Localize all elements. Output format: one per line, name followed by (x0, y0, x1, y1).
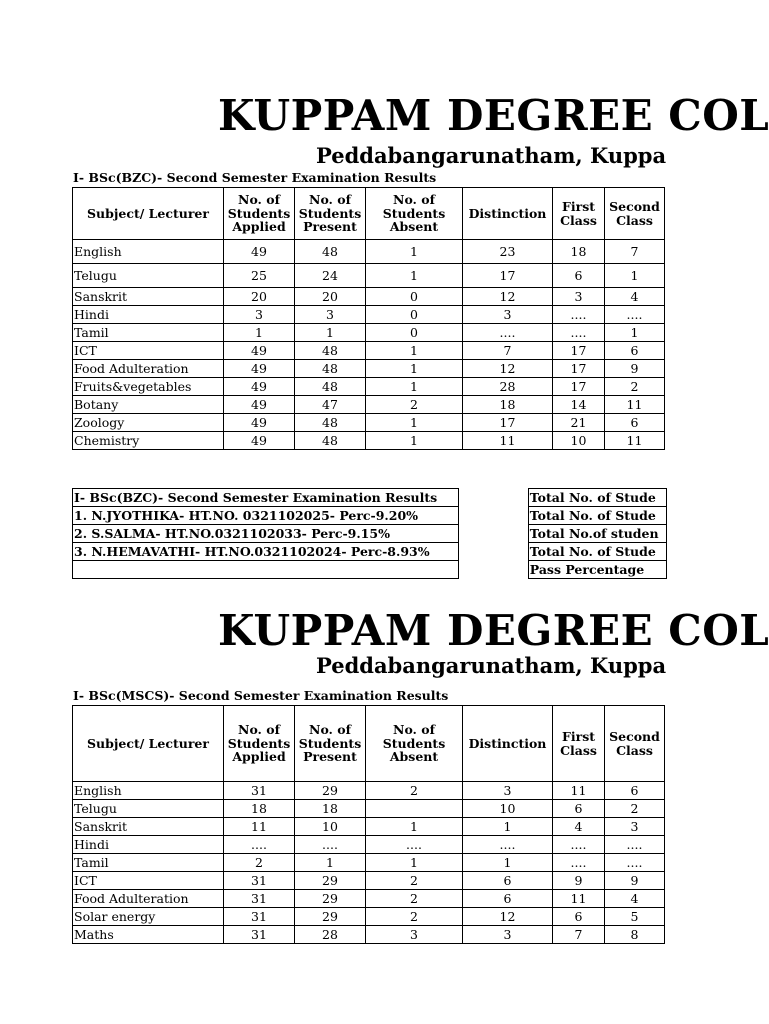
value-cell: 10 (463, 800, 553, 818)
value-cell: 17 (553, 342, 605, 360)
value-cell: .... (553, 836, 605, 854)
value-cell: 18 (295, 800, 366, 818)
subject-cell: Telugu (73, 264, 224, 288)
value-cell: 31 (224, 872, 295, 890)
value-cell: .... (463, 324, 553, 342)
table-row (73, 378, 665, 396)
summary-label: Total No.of studen (528, 525, 666, 543)
value-cell: 11 (553, 782, 605, 800)
value-cell: .... (366, 836, 463, 854)
value-cell: 3 (224, 306, 295, 324)
value-cell: .... (553, 324, 605, 342)
value-cell: 29 (295, 908, 366, 926)
value-cell: 6 (553, 264, 605, 288)
value-cell: 48 (295, 342, 366, 360)
table-row (73, 782, 665, 800)
subject-cell: Telugu (73, 800, 224, 818)
table-row (73, 240, 665, 264)
value-cell: 14 (553, 396, 605, 414)
value-cell: 48 (295, 378, 366, 396)
value-cell: 2 (366, 782, 463, 800)
value-cell: 8 (605, 926, 665, 944)
value-cell: 48 (295, 240, 366, 264)
subject-cell: Botany (73, 396, 224, 414)
value-cell: 49 (224, 432, 295, 450)
value-cell: 49 (224, 414, 295, 432)
value-cell: 2 (605, 378, 665, 396)
value-cell: 23 (463, 240, 553, 264)
value-cell (366, 800, 463, 818)
value-cell: 9 (605, 872, 665, 890)
table-row (73, 872, 665, 890)
value-cell: 20 (224, 288, 295, 306)
table-row (73, 890, 665, 908)
value-cell: 18 (463, 396, 553, 414)
value-cell: 17 (553, 378, 605, 396)
section-heading: I- BSc(BZC)- Second Semester Examination Results (73, 170, 437, 185)
present-header: No. of Students Present (295, 706, 366, 782)
value-cell: 2 (605, 800, 665, 818)
subject-cell: Zoology (73, 414, 224, 432)
college-title: KUPPAM DEGREE COL (218, 606, 769, 655)
value-cell: 6 (553, 800, 605, 818)
value-cell: 6 (605, 414, 665, 432)
subject-cell: ICT (73, 872, 224, 890)
value-cell: 11 (553, 890, 605, 908)
value-cell: 11 (463, 432, 553, 450)
value-cell: 5 (605, 908, 665, 926)
value-cell: 21 (553, 414, 605, 432)
value-cell: 10 (295, 818, 366, 836)
value-cell: 17 (463, 264, 553, 288)
table-row (73, 854, 665, 872)
subject-header: Subject/ Lecturer (73, 706, 224, 782)
applied-header: No. of Students Applied (224, 188, 295, 240)
topper-entry (73, 561, 459, 579)
value-cell: .... (224, 836, 295, 854)
value-cell: 1 (366, 432, 463, 450)
value-cell: 1 (224, 324, 295, 342)
value-cell: 4 (553, 818, 605, 836)
value-cell: 6 (463, 890, 553, 908)
value-cell: 4 (605, 288, 665, 306)
value-cell: 3 (366, 926, 463, 944)
value-cell: 3 (463, 782, 553, 800)
value-cell: 29 (295, 872, 366, 890)
table-row (73, 324, 665, 342)
value-cell: 49 (224, 360, 295, 378)
subject-cell: Tamil (73, 324, 224, 342)
value-cell: .... (605, 854, 665, 872)
value-cell: 3 (605, 818, 665, 836)
value-cell: 1 (366, 414, 463, 432)
value-cell: 25 (224, 264, 295, 288)
subject-cell: Solar energy (73, 908, 224, 926)
subject-cell: English (73, 240, 224, 264)
table-row (73, 342, 665, 360)
subject-cell: Fruits&vegetables (73, 378, 224, 396)
value-cell: 2 (366, 908, 463, 926)
value-cell: 48 (295, 360, 366, 378)
value-cell: 1 (605, 264, 665, 288)
value-cell: 10 (553, 432, 605, 450)
value-cell: 29 (295, 782, 366, 800)
present-header: No. of Students Present (295, 188, 366, 240)
value-cell: 7 (463, 342, 553, 360)
value-cell: 3 (463, 306, 553, 324)
summary-label: Total No. of Stude (528, 543, 666, 561)
value-cell: 47 (295, 396, 366, 414)
table-row (73, 396, 665, 414)
applied-header: No. of Students Applied (224, 706, 295, 782)
value-cell: 17 (553, 360, 605, 378)
value-cell: .... (553, 854, 605, 872)
value-cell: 2 (366, 396, 463, 414)
value-cell: 1 (605, 324, 665, 342)
value-cell: 1 (366, 264, 463, 288)
toppers-table (72, 488, 667, 579)
value-cell: 49 (224, 240, 295, 264)
toppers-heading: I- BSc(BZC)- Second Semester Examination Results (73, 489, 459, 507)
subject-header: Subject/ Lecturer (73, 188, 224, 240)
college-subtitle: Peddabangarunatham, Kuppa (316, 143, 667, 168)
value-cell: 48 (295, 432, 366, 450)
value-cell: 28 (295, 926, 366, 944)
value-cell: 48 (295, 414, 366, 432)
section-heading: I- BSc(MSCS)- Second Semester Examination Results (73, 688, 449, 703)
table-row (73, 836, 665, 854)
value-cell: 2 (366, 890, 463, 908)
subject-cell: Hindi (73, 306, 224, 324)
table-row (73, 264, 665, 288)
value-cell: 12 (463, 360, 553, 378)
value-cell: 3 (295, 306, 366, 324)
value-cell: 1 (295, 324, 366, 342)
value-cell: 6 (605, 342, 665, 360)
value-cell: 1 (366, 360, 463, 378)
value-cell: 28 (463, 378, 553, 396)
subject-cell: Sanskrit (73, 818, 224, 836)
value-cell: 31 (224, 782, 295, 800)
value-cell: 24 (295, 264, 366, 288)
first-class-header: First Class (553, 188, 605, 240)
value-cell: 18 (553, 240, 605, 264)
topper-entry: 1. N.JYOTHIKA- HT.NO. 0321102025- Perc-9.20% (73, 507, 459, 525)
value-cell: 1 (463, 818, 553, 836)
subject-cell: Hindi (73, 836, 224, 854)
value-cell: 0 (366, 288, 463, 306)
summary-label: Total No. of Stude (528, 489, 666, 507)
absent-header: No. of Students Absent (366, 188, 463, 240)
value-cell: 12 (463, 288, 553, 306)
summary-label: Pass Percentage (528, 561, 666, 579)
subject-cell: Food Adulteration (73, 890, 224, 908)
table-row (73, 360, 665, 378)
value-cell: .... (553, 306, 605, 324)
table-row (73, 800, 665, 818)
header-row (73, 706, 665, 782)
distinction-header: Distinction (463, 706, 553, 782)
value-cell: 7 (605, 240, 665, 264)
value-cell: 9 (605, 360, 665, 378)
table-row (73, 288, 665, 306)
college-title: KUPPAM DEGREE COL (218, 91, 769, 140)
value-cell: 1 (366, 342, 463, 360)
value-cell: 17 (463, 414, 553, 432)
value-cell: 6 (605, 782, 665, 800)
value-cell: 1 (366, 378, 463, 396)
table-row (73, 926, 665, 944)
subject-cell: Chemistry (73, 432, 224, 450)
value-cell: .... (295, 836, 366, 854)
college-subtitle: Peddabangarunatham, Kuppa (316, 653, 667, 678)
subject-cell: Maths (73, 926, 224, 944)
value-cell: 9 (553, 872, 605, 890)
value-cell: 31 (224, 890, 295, 908)
value-cell: 0 (366, 306, 463, 324)
value-cell: 49 (224, 378, 295, 396)
value-cell: 12 (463, 908, 553, 926)
spacer-cell (458, 489, 528, 579)
value-cell: 31 (224, 908, 295, 926)
table-row (73, 414, 665, 432)
value-cell: 11 (224, 818, 295, 836)
value-cell: 6 (463, 872, 553, 890)
value-cell: 18 (224, 800, 295, 818)
value-cell: .... (463, 836, 553, 854)
value-cell: 2 (224, 854, 295, 872)
value-cell: 49 (224, 396, 295, 414)
subject-cell: Food Adulteration (73, 360, 224, 378)
value-cell: 1 (366, 854, 463, 872)
value-cell: 3 (463, 926, 553, 944)
value-cell: 1 (366, 240, 463, 264)
table-row (73, 818, 665, 836)
value-cell: 29 (295, 890, 366, 908)
subject-cell: Tamil (73, 854, 224, 872)
value-cell: .... (605, 306, 665, 324)
results-table-mscs (72, 705, 665, 944)
subject-cell: ICT (73, 342, 224, 360)
table-row (73, 306, 665, 324)
subject-cell: English (73, 782, 224, 800)
results-table-bzc (72, 187, 665, 450)
value-cell: 20 (295, 288, 366, 306)
topper-entry: 2. S.SALMA- HT.NO.0321102033- Perc-9.15% (73, 525, 459, 543)
table-row (73, 908, 665, 926)
value-cell: .... (605, 836, 665, 854)
summary-label: Total No. of Stude (528, 507, 666, 525)
value-cell: 11 (605, 432, 665, 450)
table-row (73, 432, 665, 450)
second-class-header: Second Class (605, 706, 665, 782)
subject-cell: Sanskrit (73, 288, 224, 306)
value-cell: 1 (295, 854, 366, 872)
second-class-header: Second Class (605, 188, 665, 240)
distinction-header: Distinction (463, 188, 553, 240)
absent-header: No. of Students Absent (366, 706, 463, 782)
value-cell: 31 (224, 926, 295, 944)
value-cell: 1 (463, 854, 553, 872)
value-cell: 6 (553, 908, 605, 926)
topper-entry: 3. N.HEMAVATHI- HT.NO.0321102024- Perc-8.93% (73, 543, 459, 561)
header-row (73, 188, 665, 240)
value-cell: 11 (605, 396, 665, 414)
value-cell: 2 (366, 872, 463, 890)
value-cell: 7 (553, 926, 605, 944)
value-cell: 0 (366, 324, 463, 342)
first-class-header: First Class (553, 706, 605, 782)
value-cell: 3 (553, 288, 605, 306)
value-cell: 1 (366, 818, 463, 836)
value-cell: 49 (224, 342, 295, 360)
value-cell: 4 (605, 890, 665, 908)
